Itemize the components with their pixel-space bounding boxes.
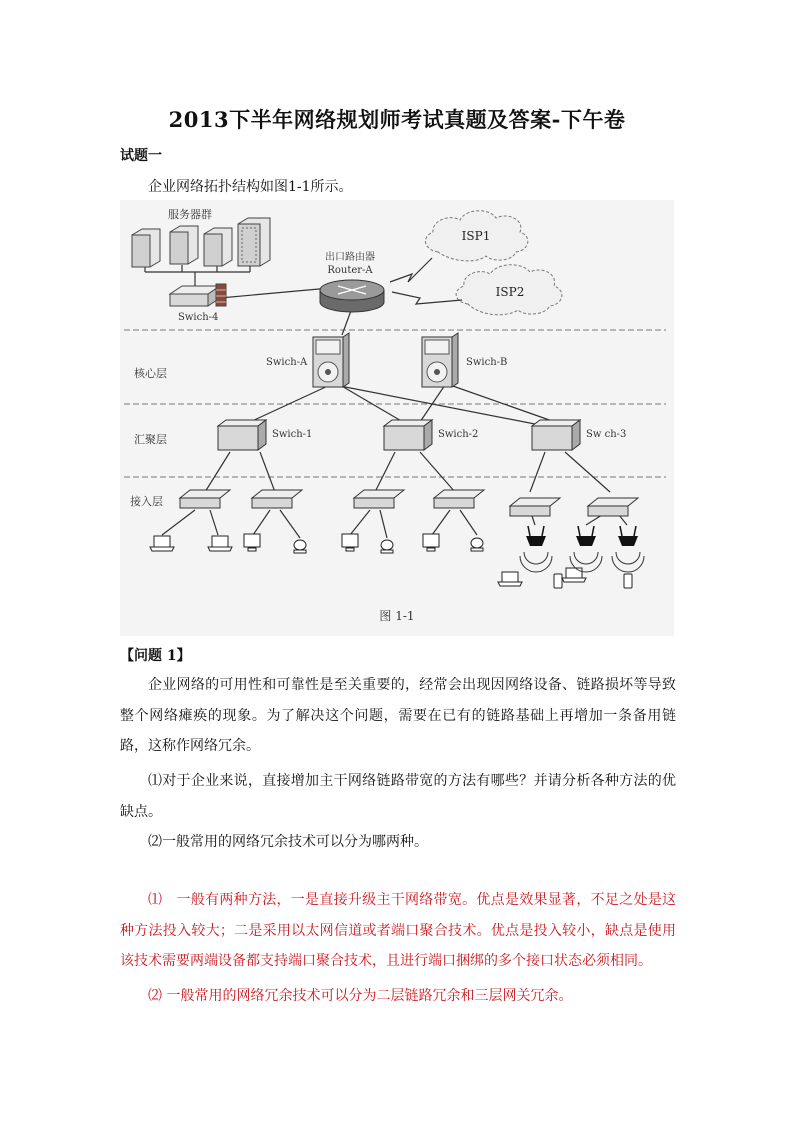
switch1-label: Swich-1	[272, 429, 313, 440]
server-group-icon	[132, 218, 270, 267]
switch3-label: Sw ch-3	[586, 429, 627, 440]
switch-b-icon	[422, 333, 458, 387]
switch-a-label: Swich-A	[266, 357, 308, 368]
question-item-1: ⑴对于企业来说，直接增加主干网络链路带宽的方法有哪些？并请分析各种方法的优缺点。	[120, 773, 676, 820]
topology-diagram	[120, 200, 674, 636]
switch-a-icon	[313, 333, 349, 387]
isp1-label: ISP1	[461, 229, 491, 243]
question-paragraph-1: 企业网络的可用性和可靠性是至关重要的，经常会出现因网络设备、链路损坏等导致整个网络瘫痪的现象。为了解决这个问题，需要在已有的链路基础上再增加一条备用链路，这称作网络冗余。	[120, 677, 676, 754]
router-cn-label: 出口路由器	[325, 252, 375, 263]
isp1-cloud	[425, 211, 527, 261]
answer-item-2: ⑵ 一般常用的网络冗余技术可以分为二层链路冗余和三层网关冗余。	[148, 988, 573, 1004]
isp2-label: ISP2	[495, 285, 525, 299]
access-switches	[180, 490, 638, 516]
isp2-cloud	[456, 265, 562, 315]
layer-dividers	[124, 330, 666, 477]
end-devices	[150, 534, 632, 588]
section-heading: 试题一	[120, 148, 162, 164]
wireless-access-points	[526, 526, 638, 546]
network-topology-figure	[120, 200, 674, 636]
router-icon	[320, 280, 384, 312]
switch4-icon	[170, 284, 226, 306]
switch3-icon	[532, 420, 580, 450]
answer-item-1: ⑴ 一般有两种方法，一是直接升级主干网络带宽。优点是效果显著，不足之处是这种方法投入较大；二是采用以太网信道或者端口聚合技术。优点是投入较小，缺点是使用该技术需要两端设备都支持端口聚合技术，且进行端口捆绑的多个接口状态必须相同。	[120, 892, 676, 969]
switch-b-label: Swich-B	[466, 357, 508, 368]
switch4-label: Swich-4	[178, 312, 219, 323]
figure-caption: 图 1-1	[379, 609, 415, 623]
layer-label-core: 核心层	[134, 367, 167, 380]
wan-link-isp1	[390, 258, 432, 282]
intro-text: 企业网络拓扑结构如图1-1所示。	[148, 179, 353, 195]
router-name-label: Router-A	[327, 265, 373, 276]
document-title: 2013下半年网络规划师考试真题及答案-下午卷	[168, 107, 626, 132]
layer-label-aggregation: 汇聚层	[134, 433, 167, 446]
layer-label-access: 接入层	[130, 495, 163, 508]
wan-link-isp2	[392, 292, 462, 304]
switch2-icon	[384, 420, 432, 450]
switch1-icon	[218, 420, 266, 450]
question-item-2: ⑵一般常用的网络冗余技术可以分为哪两种。	[148, 834, 428, 850]
question-heading: 【问题 1】	[120, 648, 191, 664]
server-group-label: 服务器群	[168, 208, 212, 221]
switch2-label: Swich-2	[438, 429, 479, 440]
